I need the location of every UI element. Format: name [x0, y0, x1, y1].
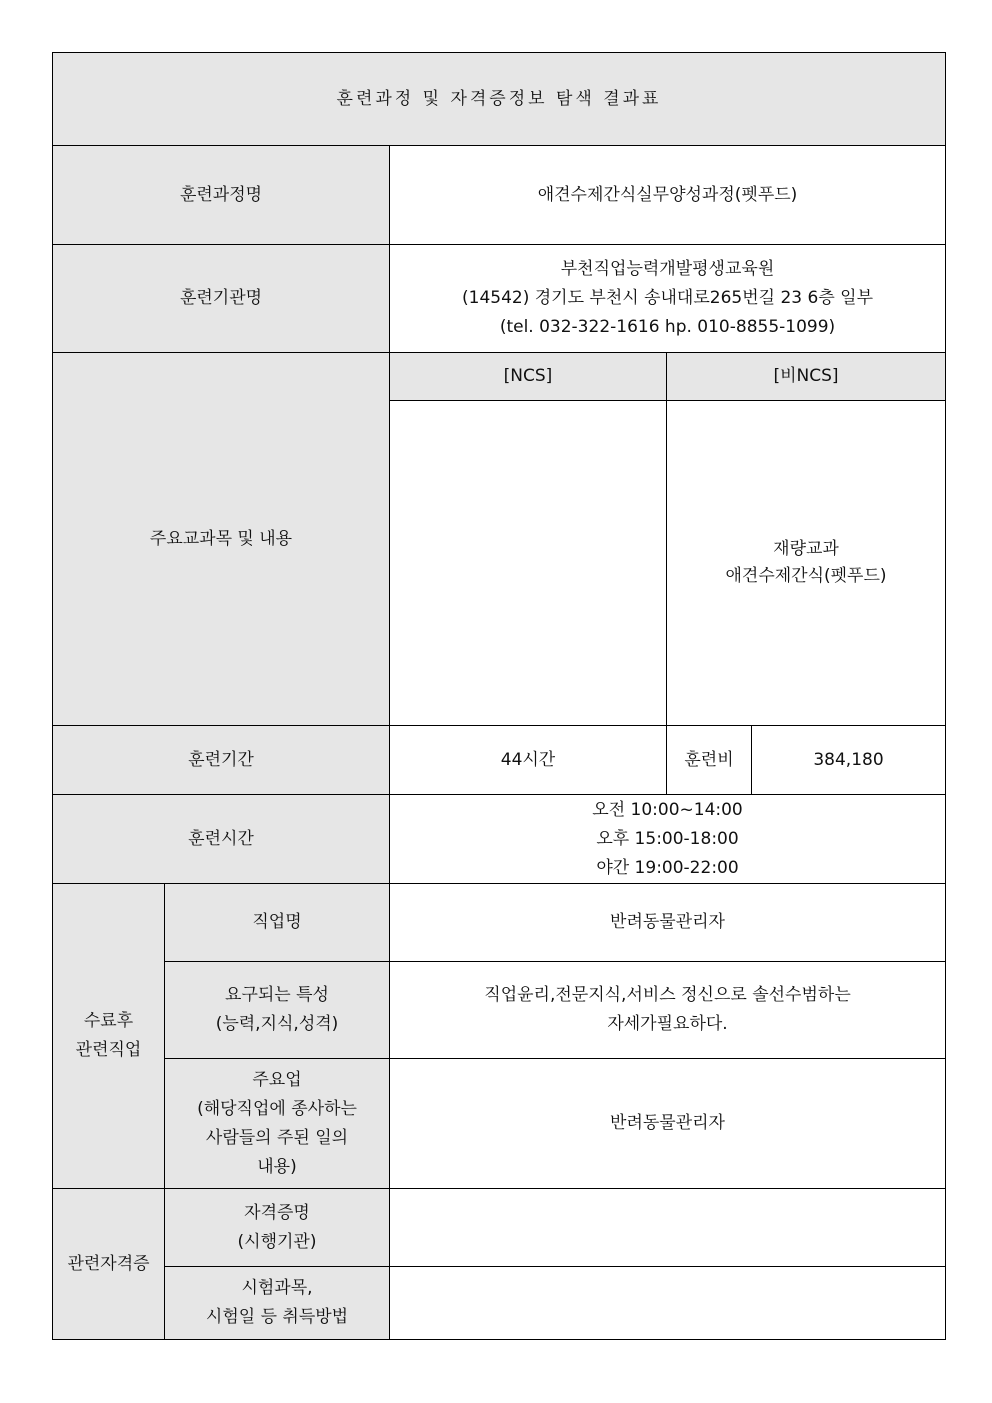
- cert-method-label-line2: 시험일 등 취득방법: [205, 1307, 349, 1327]
- cert-name-label-line2: (시행기관): [237, 1231, 317, 1252]
- fee-value: 384,180: [752, 726, 946, 795]
- non-ncs-line1: 재량교과: [773, 539, 839, 559]
- hours-label: 훈련시간: [53, 795, 390, 884]
- jobs-group-line1: 수료후: [83, 1011, 134, 1031]
- result-table: [52, 52, 946, 1340]
- ncs-header: [NCS]: [390, 353, 667, 401]
- cert-name-label-line1: 자격증명: [244, 1202, 310, 1223]
- institution-contact: (tel. 032-322-1616 hp. 010-8855-1099): [499, 317, 836, 337]
- job-traits-label: [165, 962, 390, 1059]
- job-duties-value: 반려동물관리자: [390, 1059, 946, 1189]
- institution-label: 훈련기관명: [53, 245, 390, 353]
- jobs-group-line2: 관련직업: [75, 1040, 142, 1060]
- ncs-content: [390, 401, 667, 726]
- non-ncs-content: [667, 401, 946, 726]
- job-name-label: 직업명: [165, 884, 390, 962]
- hours-afternoon: 오후 15:00-18:00: [596, 828, 739, 849]
- non-ncs-header: [비NCS]: [667, 353, 946, 401]
- cert-group-label: 관련자격증: [53, 1189, 165, 1340]
- institution-name: 부천직업능력개발평생교육원: [560, 259, 775, 279]
- traits-label-line1: 요구되는 특성: [225, 985, 329, 1005]
- document-title: 훈련과정 및 자격증정보 탐색 결과표: [53, 53, 946, 146]
- duties-label-line2: (해당직업에 종사하는: [197, 1098, 357, 1119]
- duties-label-line1: 주요업: [252, 1069, 302, 1090]
- hours-evening: 야간 19:00-22:00: [596, 857, 739, 878]
- cert-name-label: [165, 1189, 390, 1267]
- traits-line1: 직업윤리,전문지식,서비스 정신으로 솔선수범하는: [484, 985, 851, 1005]
- course-name-label: 훈련과정명: [53, 146, 390, 245]
- duties-label-line3: 사람들의 주된 일의: [205, 1127, 349, 1148]
- duties-label-line4: 내용): [257, 1156, 297, 1177]
- subjects-label: 주요교과목 및 내용: [53, 353, 390, 726]
- period-label: 훈련기간: [53, 726, 390, 795]
- job-name-value: 반려동물관리자: [390, 884, 946, 962]
- hours-morning: 오전 10:00~14:00: [592, 799, 743, 820]
- institution-address: (14542) 경기도 부천시 송내대로265번길 23 6층 일부: [462, 288, 873, 308]
- cert-method-value: [390, 1267, 946, 1340]
- period-value: 44시간: [390, 726, 667, 795]
- hours-values: [390, 795, 946, 884]
- job-traits-value: [390, 962, 946, 1059]
- course-name-value: 애견수제간식실무양성과정(펫푸드): [390, 146, 946, 245]
- institution-info: [390, 245, 946, 353]
- cert-method-label-line1: 시험과목,: [241, 1278, 313, 1298]
- traits-label-line2: (능력,지식,성격): [215, 1014, 339, 1034]
- job-duties-label: [165, 1059, 390, 1189]
- fee-label: 훈련비: [667, 726, 752, 795]
- cert-name-value: [390, 1189, 946, 1267]
- non-ncs-line2: 애견수제간식(펫푸드): [725, 566, 887, 586]
- traits-line2: 자세가필요하다.: [607, 1014, 728, 1034]
- cert-method-label: [165, 1267, 390, 1340]
- jobs-group-label: [53, 884, 165, 1189]
